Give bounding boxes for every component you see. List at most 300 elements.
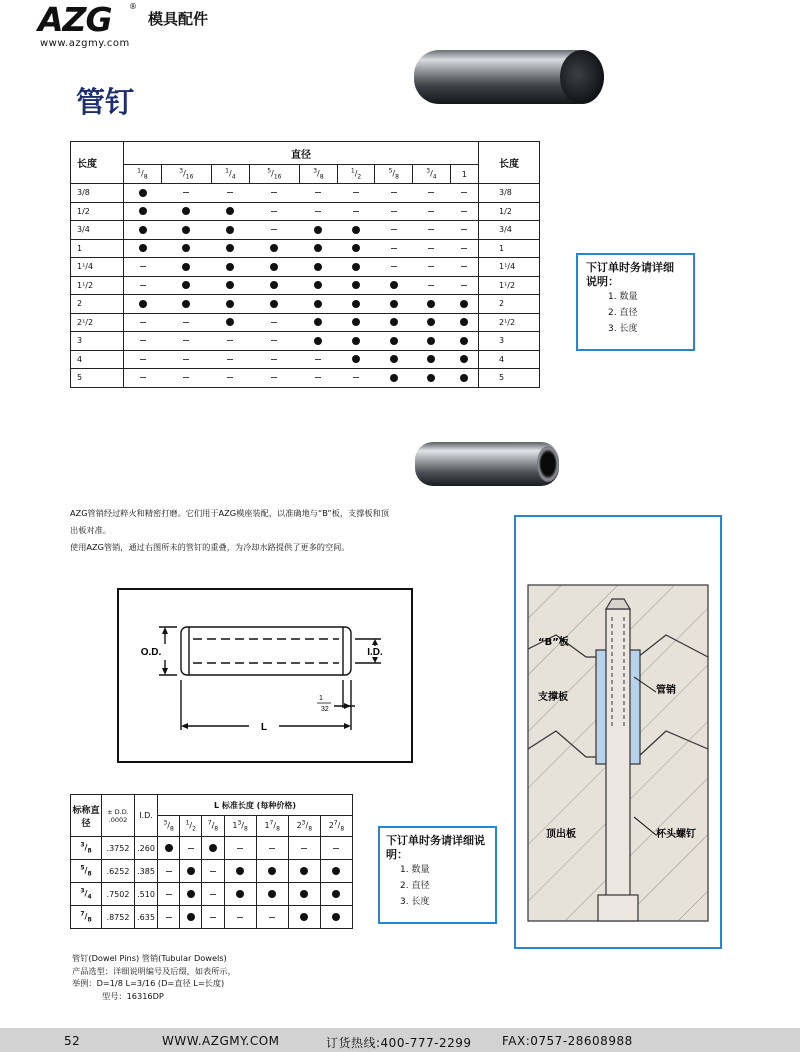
length-cell-right: 3 (479, 332, 540, 351)
fraction-numerator: 5 (80, 864, 85, 872)
unavailable-dash (271, 211, 277, 212)
availability-dot (187, 913, 195, 921)
table-row (71, 313, 540, 332)
availability-dot (427, 355, 435, 363)
lengths-header: L 标准长度 (每种价格) (158, 795, 353, 816)
fraction-whole: 1 (264, 821, 270, 831)
table-row (71, 184, 540, 203)
unavailable-dash (461, 229, 467, 230)
availability-dot (390, 300, 398, 308)
length-cell-right: 1 (479, 239, 540, 258)
availability-cell (124, 184, 162, 203)
availability-cell (413, 350, 451, 369)
length-col (180, 816, 202, 837)
table-row (71, 883, 353, 906)
tubular-dowel-bore (537, 446, 559, 482)
table-row (71, 295, 540, 314)
availability-cell (180, 883, 202, 906)
availability-cell (413, 295, 451, 314)
brand-title: 模具配件 (148, 10, 209, 28)
fraction-whole: 1 (232, 821, 238, 831)
note-subtitle: 明： (386, 848, 408, 861)
unavailable-dash (461, 211, 467, 212)
availability-cell (375, 184, 413, 203)
availability-dot (182, 263, 190, 271)
availability-dot (390, 374, 398, 382)
availability-cell (212, 221, 250, 240)
fraction-denominator: 4 (231, 173, 236, 181)
availability-cell (337, 221, 375, 240)
availability-cell (249, 258, 299, 277)
availability-cell (161, 276, 211, 295)
fraction: $^1/_8$ (137, 167, 148, 181)
availability-cell (224, 883, 256, 906)
availability-cell (413, 276, 451, 295)
unavailable-dash (428, 192, 434, 193)
diameter-col (450, 165, 478, 184)
availability-dot (165, 844, 173, 852)
fraction (462, 170, 467, 179)
note-item: 3. 长度 (400, 897, 430, 907)
availability-cell (337, 258, 375, 277)
unavailable-dash (227, 377, 233, 378)
length-cell: 1/2 (71, 202, 124, 221)
length-cell: 3/4 (71, 221, 124, 240)
length-cell-right: 5 (479, 369, 540, 388)
fraction-numerator: 1 (137, 167, 141, 175)
availability-dot (268, 890, 276, 898)
availability-dot (187, 890, 195, 898)
availability-dot (226, 207, 234, 215)
availability-cell (300, 350, 338, 369)
fraction-denominator: 8 (87, 847, 92, 855)
availability-cell (212, 350, 250, 369)
fraction: $^5/_8$ (80, 864, 92, 878)
unavailable-dash (237, 917, 243, 918)
availability-cell (288, 860, 320, 883)
fraction-denominator: 8 (319, 173, 324, 181)
availability-cell (212, 332, 250, 351)
availability-dot (182, 244, 190, 252)
availability-cell (413, 369, 451, 388)
availability-dot (332, 867, 340, 875)
bottom-notes (72, 952, 236, 1002)
unavailable-dash (140, 359, 146, 360)
availability-cell (202, 883, 224, 906)
diameter-col (124, 165, 162, 184)
fraction-denominator: 8 (214, 825, 219, 833)
note-title: 下订单时务请详细 (586, 261, 674, 274)
unavailable-dash (227, 192, 233, 193)
page-number: 52 (64, 1034, 81, 1048)
availability-cell (337, 202, 375, 221)
mold-assembly-diagram (514, 515, 722, 949)
availability-dot (300, 890, 308, 898)
availability-dot (352, 337, 360, 345)
diameter-col (413, 165, 451, 184)
table-row (71, 369, 540, 388)
availability-cell (124, 313, 162, 332)
availability-dot (226, 281, 234, 289)
fraction-numerator: 3 (237, 819, 242, 827)
availability-dot (460, 374, 468, 382)
fraction-numerator: 1 (185, 819, 190, 827)
fraction-numerator: 3 (163, 819, 168, 827)
availability-cell (212, 258, 250, 277)
length-label: L (260, 722, 268, 733)
fraction: $^3/_4$ (80, 887, 92, 901)
unavailable-dash (210, 917, 216, 918)
availability-cell (180, 860, 202, 883)
fraction-numerator: 5 (388, 167, 393, 175)
note-line: 产品选型：详细说明编号及后缀，如表所示， (72, 965, 236, 976)
unavailable-dash (227, 340, 233, 341)
unavailable-dash (461, 248, 467, 249)
availability-dot (390, 355, 398, 363)
length-col (158, 816, 180, 837)
unavailable-dash (183, 192, 189, 193)
unavailable-dash (166, 894, 172, 895)
availability-dot (427, 337, 435, 345)
fraction-whole: 2 (296, 821, 302, 831)
unavailable-dash (183, 359, 189, 360)
availability-cell (300, 369, 338, 388)
fraction-whole: 2 (328, 821, 334, 831)
unavailable-dash (237, 848, 243, 849)
length-cell: 1 (71, 239, 124, 258)
availability-cell (249, 295, 299, 314)
unavailable-dash (271, 322, 277, 323)
fraction-denominator: 16 (273, 173, 282, 181)
id-cell: .510 (135, 883, 158, 906)
length-cell: 2¹/2 (71, 313, 124, 332)
length-header-right: 长度 (479, 142, 540, 184)
availability-dot (390, 281, 398, 289)
availability-cell (450, 239, 478, 258)
unavailable-dash (353, 377, 359, 378)
order-note-box (576, 253, 695, 351)
availability-cell (300, 332, 338, 351)
page-title: 管钉 (76, 85, 135, 119)
availability-dot (314, 281, 322, 289)
availability-dot (314, 337, 322, 345)
length-cell-right: 1¹/4 (479, 258, 540, 277)
id-label: I.D. (367, 647, 383, 658)
availability-cell (300, 276, 338, 295)
availability-cell (413, 313, 451, 332)
fraction: $^7/_8$ (207, 819, 219, 833)
availability-cell (450, 369, 478, 388)
availability-cell (212, 276, 250, 295)
id-cell: .260 (135, 837, 158, 860)
note-line: 举例：D=1/8 L=3/16 (D=直径 L=长度) (72, 978, 225, 988)
fraction: $^1/_2$ (185, 819, 196, 833)
availability-cell (450, 350, 478, 369)
fraction-numerator: 3 (301, 819, 306, 827)
availability-dot (209, 844, 217, 852)
product-description (70, 505, 480, 556)
length-cell-right: 1/2 (479, 202, 540, 221)
availability-cell (224, 860, 256, 883)
fraction: $2^7/_8$ (328, 819, 345, 833)
availability-dot (270, 281, 278, 289)
registered-mark: ® (129, 2, 137, 11)
azg-logo: AZG (38, 0, 112, 39)
label-b-plate: “B”板 (538, 637, 569, 648)
availability-cell (300, 221, 338, 240)
order-note-box-2 (378, 826, 497, 924)
availability-cell (161, 369, 211, 388)
unavailable-dash (461, 192, 467, 193)
availability-cell (249, 350, 299, 369)
fraction-numerator: 3 (313, 167, 318, 175)
fraction: $^3/_8$ (80, 841, 92, 855)
fraction-denominator: 8 (340, 825, 345, 833)
unavailable-dash (140, 340, 146, 341)
availability-dot (226, 263, 234, 271)
availability-cell (224, 906, 256, 929)
unavailable-dash (353, 211, 359, 212)
availability-dot (270, 244, 278, 252)
availability-cell (300, 295, 338, 314)
length-cell: 1¹/2 (71, 276, 124, 295)
unavailable-dash (315, 377, 321, 378)
unavailable-dash (315, 192, 321, 193)
unavailable-dash (391, 248, 397, 249)
availability-cell (249, 184, 299, 203)
availability-cell (124, 369, 162, 388)
availability-cell (375, 313, 413, 332)
nominal-header: 标称直径 (71, 795, 102, 837)
table-row (71, 860, 353, 883)
unavailable-dash (140, 285, 146, 286)
availability-dot (352, 263, 360, 271)
fraction-denominator: 2 (192, 825, 196, 833)
availability-cell (413, 258, 451, 277)
table-row (71, 276, 540, 295)
tubular-dowel-drawing (119, 590, 411, 761)
availability-cell (124, 350, 162, 369)
availability-cell (124, 276, 162, 295)
footer-fax: FAX:0757-28608988 (502, 1034, 633, 1048)
availability-cell (375, 202, 413, 221)
length-header: 长度 (71, 142, 124, 184)
table-row (71, 239, 540, 258)
unavailable-dash (140, 377, 146, 378)
availability-cell (375, 276, 413, 295)
fraction-denominator: 8 (308, 825, 313, 833)
availability-cell (256, 906, 288, 929)
availability-cell (249, 239, 299, 258)
fraction-numerator: 7 (269, 819, 274, 827)
note-item: 3. 长度 (608, 324, 638, 334)
availability-dot (182, 300, 190, 308)
availability-dot (390, 337, 398, 345)
availability-cell (202, 837, 224, 860)
availability-dot (187, 867, 195, 875)
fraction-denominator: 4 (432, 173, 437, 181)
availability-dot (182, 207, 190, 215)
availability-dot (314, 318, 322, 326)
availability-cell (337, 295, 375, 314)
availability-cell (249, 332, 299, 351)
label-support-plate: 支撑板 (538, 692, 568, 703)
table-row (71, 202, 540, 221)
availability-cell (212, 239, 250, 258)
fraction: $1^3/_8$ (232, 819, 248, 833)
mold-section-drawing (516, 517, 720, 947)
availability-cell (450, 313, 478, 332)
unavailable-dash (166, 871, 172, 872)
unavailable-dash (271, 340, 277, 341)
availability-cell (413, 332, 451, 351)
fraction-denominator: 8 (395, 173, 399, 181)
availability-dot (314, 244, 322, 252)
availability-cell (288, 906, 320, 929)
nominal-cell (71, 837, 102, 860)
availability-cell (300, 239, 338, 258)
availability-cell (337, 350, 375, 369)
availability-dot (139, 226, 147, 234)
availability-cell (450, 184, 478, 203)
fraction-denominator: 8 (87, 870, 92, 878)
note-subtitle: 说明： (586, 275, 619, 288)
availability-cell (375, 239, 413, 258)
fraction: $^7/_8$ (80, 910, 92, 924)
unavailable-dash (210, 894, 216, 895)
diameter-col (337, 165, 375, 184)
availability-cell (158, 837, 180, 860)
availability-dot (314, 263, 322, 271)
availability-cell (375, 221, 413, 240)
availability-dot (352, 318, 360, 326)
table-row (71, 350, 540, 369)
dowel-pin-end (560, 50, 604, 104)
availability-dot (236, 890, 244, 898)
label-dowel: 管销 (656, 685, 676, 696)
unavailable-dash (428, 266, 434, 267)
fraction: $^1/_4$ (225, 167, 236, 181)
unavailable-dash (428, 229, 434, 230)
fraction-numerator: 5 (267, 167, 272, 175)
availability-cell (337, 332, 375, 351)
unavailable-dash (391, 211, 397, 212)
availability-cell (300, 258, 338, 277)
od-cell: .6252 (102, 860, 135, 883)
availability-dot (427, 318, 435, 326)
unavailable-dash (183, 340, 189, 341)
length-col (224, 816, 256, 837)
availability-cell (158, 906, 180, 929)
availability-dot (139, 300, 147, 308)
diameter-col (375, 165, 413, 184)
note-line: 管钉(Dowel Pins) 管销(Tubular Dowels) (72, 953, 227, 963)
fraction: $^5/_{16}$ (267, 167, 282, 181)
availability-cell (337, 239, 375, 258)
id-cell: .635 (135, 906, 158, 929)
availability-cell (124, 258, 162, 277)
availability-dot (460, 318, 468, 326)
label-ejector-plate: 顶出板 (546, 829, 576, 840)
fraction-numerator: 7 (333, 819, 338, 827)
length-col (288, 816, 320, 837)
fraction-denominator: 8 (87, 916, 92, 924)
fraction-denominator: 8 (169, 825, 174, 833)
availability-cell (256, 883, 288, 906)
availability-cell (337, 313, 375, 332)
availability-cell (161, 184, 211, 203)
footer-bar (0, 1028, 800, 1052)
availability-cell (320, 860, 352, 883)
fraction-numerator: 7 (80, 910, 85, 918)
nominal-cell (71, 883, 102, 906)
availability-cell (180, 837, 202, 860)
availability-dot (270, 300, 278, 308)
unavailable-dash (333, 848, 339, 849)
availability-cell (249, 369, 299, 388)
availability-cell (212, 313, 250, 332)
availability-cell (124, 202, 162, 221)
availability-cell (288, 837, 320, 860)
availability-cell (450, 276, 478, 295)
availability-cell (124, 295, 162, 314)
id-header: I.D. (135, 795, 158, 837)
availability-dot (226, 318, 234, 326)
fraction-numerator: 7 (207, 819, 212, 827)
fraction: $^5/_8$ (388, 167, 399, 181)
note-item: 2. 直径 (400, 881, 430, 891)
footer-website: WWW.AZGMY.COM (162, 1034, 280, 1048)
availability-dot (268, 867, 276, 875)
availability-dot (270, 263, 278, 271)
note-item: 1. 数量 (400, 865, 430, 875)
length-cell: 4 (71, 350, 124, 369)
availability-cell (158, 860, 180, 883)
availability-cell (300, 202, 338, 221)
availability-cell (212, 369, 250, 388)
fraction-denominator: 8 (243, 825, 248, 833)
table-row (71, 332, 540, 351)
availability-cell (158, 883, 180, 906)
availability-cell (413, 221, 451, 240)
availability-cell (224, 837, 256, 860)
fraction: $^1/_2$ (350, 167, 362, 181)
unavailable-dash (301, 848, 307, 849)
availability-cell (161, 313, 211, 332)
chamfer-denominator: 32 (321, 706, 329, 713)
availability-cell (450, 258, 478, 277)
diameter-col (300, 165, 338, 184)
availability-cell (249, 202, 299, 221)
availability-cell (249, 276, 299, 295)
unavailable-dash (210, 871, 216, 872)
length-cell-right: 2 (479, 295, 540, 314)
availability-dot (300, 867, 308, 875)
unavailable-dash (227, 359, 233, 360)
length-cell-right: 3/8 (479, 184, 540, 203)
nominal-cell (71, 860, 102, 883)
availability-cell (202, 860, 224, 883)
length-cell-right: 2¹/2 (479, 313, 540, 332)
unavailable-dash (271, 377, 277, 378)
availability-dot (314, 300, 322, 308)
footer-hotline: 订货热线:400-777-2299 (326, 1036, 472, 1050)
label-socket-screw: 杯头螺钉 (656, 829, 696, 840)
fraction-whole: 1 (461, 169, 467, 179)
availability-cell (375, 258, 413, 277)
availability-cell (450, 332, 478, 351)
unavailable-dash (271, 192, 277, 193)
